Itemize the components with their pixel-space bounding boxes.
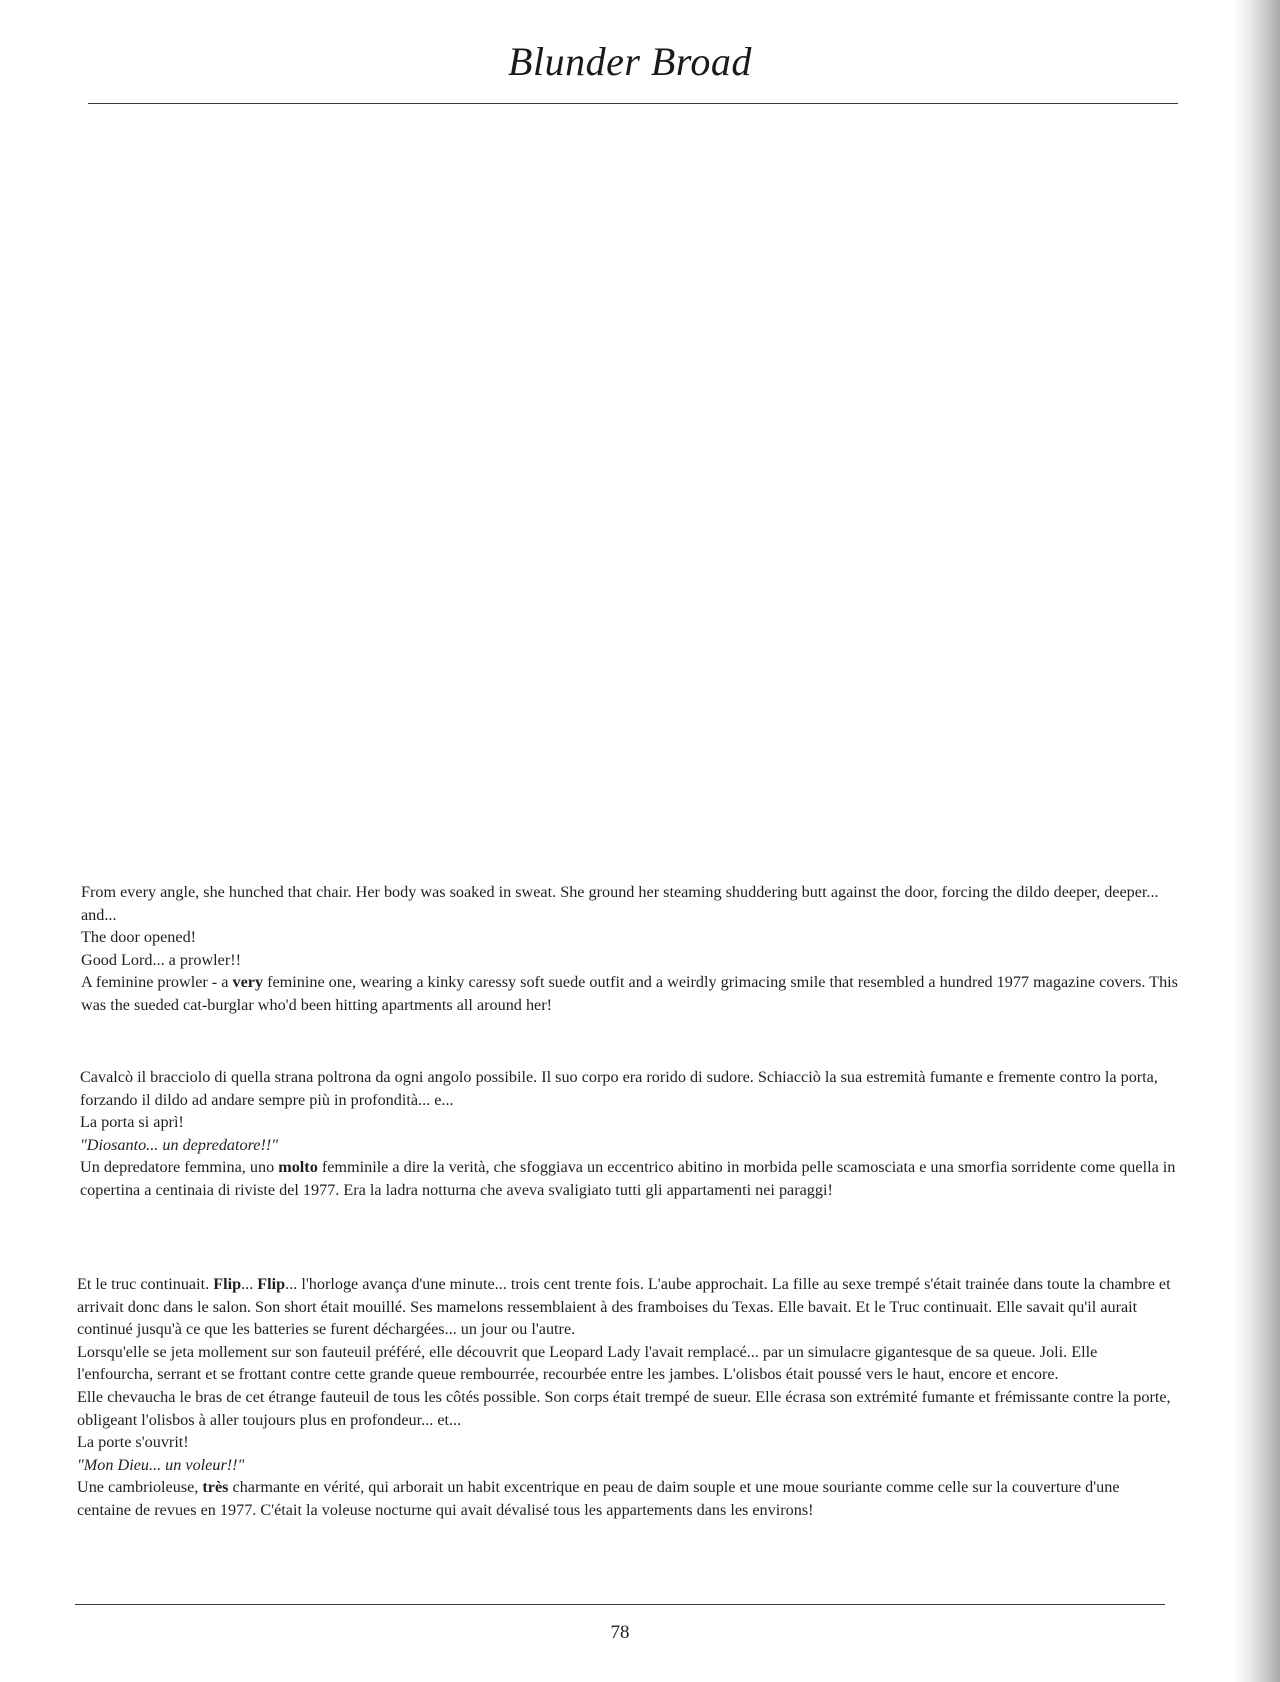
paragraph (77, 1476, 1177, 1521)
paragraph: From every angle, she hunched that chair. Her body was soaked in sweat. She ground her steaming shuddering butt against the door, forcing the dildo deeper, deeper... and... (81, 883, 1159, 924)
italian-text-block (80, 1066, 1180, 1202)
paragraph-italic: "Mon Dieu... un voleur!!" (77, 1455, 245, 1474)
text-run: A feminine prowler - a (81, 973, 233, 992)
header-rule (88, 103, 1178, 104)
emphasis-bold: molto (278, 1158, 318, 1177)
text-run: charmante en vérité, qui arborait un habit excentrique en peau de daim souple et une moue souriante comme celle sur la couverture d'une centaine de revues en 1977. C'était la voleuse nocturne qui avait dévalisé tous les appartements dans les environs! (77, 1478, 1120, 1519)
page-title: Blunder Broad (508, 39, 752, 84)
paragraph: Cavalcò il bracciolo di quella strana poltrona da ogni angolo possibile. Il suo corpo era rorido di sudore. Schiacciò la sua estremità fumante e fremente contro la porta, forzando il dildo ad andare sempre più in profondità... e... (80, 1068, 1158, 1109)
emphasis-bold: Flip (257, 1275, 286, 1293)
text-run: Un depredatore femmina, uno (80, 1158, 279, 1177)
text-run: Une cambrioleuse, (77, 1478, 203, 1497)
emphasis-bold: very (232, 973, 264, 992)
page-number: 78 (610, 1622, 630, 1643)
text-run: feminine one, wearing a kinky caressy soft suede outfit and a weirdly grimacing smile that resembled a hundred 1977 magazine covers. This was the sueded cat-burglar who'd been hitting apartments all around her! (81, 973, 1178, 1014)
english-text-block (81, 881, 1181, 1017)
text-run: ... l'horloge avança d'une minute... trois cent trente fois. L'aube approchait. La fille au sexe trempé s'était trainée dans toute la chambre et arrivait donc dans le salon. Son short était mouillé. Ses mamelons ressemblaient à des framboises du Texas. Elle bavait. Et le Truc continuait. Elle savait qu'il aurait continué jusqu'à ce que les batteries se furent déchargées... un jour ou l'autre. (77, 1275, 1171, 1339)
paragraph: Good Lord... a prowler!! (81, 950, 242, 969)
paragraph (81, 971, 1181, 1016)
paragraph: Lorsqu'elle se jeta mollement sur son fauteuil préféré, elle découvrit que Leopard Lady l'avait remplacé... par un simulacre gigantesque de sa queue. Joli. Elle l'enfourcha, serrant et se frottant contre cette grande queue rembourrée, recourbée entre les jambes. L'olisbos était poussé vers le haut, encore et encore. (77, 1342, 1098, 1384)
emphasis-bold: Flip (213, 1275, 242, 1293)
french-text-block (77, 1273, 1177, 1522)
text-run: ... (241, 1275, 258, 1293)
paragraph: Elle chevaucha le bras de cet étrange fauteuil de tous les côtés possible. Son corps était trempé de sueur. Elle écrasa son extrémité fumante et frémissante contre la porte, obligeant l'olisbos à aller toujours plus en profondeur... et... (77, 1387, 1171, 1429)
footer-rule (75, 1604, 1165, 1605)
paragraph (77, 1273, 1177, 1341)
paragraph: The door opened! (81, 928, 197, 947)
paragraph: La porte s'ouvrit! (77, 1433, 189, 1452)
text-run: femminile a dire la verità, che sfoggiava un eccentrico abitino in morbida pelle scamosciata e una smorfia sorridente come quella in copertina a centinaia di riviste del 1977. Era la ladra notturna che aveva svaligiato tutti gli appartamenti nei paraggi! (80, 1158, 1176, 1199)
emphasis-bold: très (202, 1478, 229, 1497)
paragraph: La porta si aprì! (80, 1113, 184, 1132)
paragraph-italic: "Diosanto... un depredatore!!" (80, 1135, 279, 1154)
paragraph (80, 1156, 1180, 1201)
page-edge-shadow (1234, 0, 1280, 1682)
text-run: Et le truc continuait. (77, 1275, 214, 1293)
